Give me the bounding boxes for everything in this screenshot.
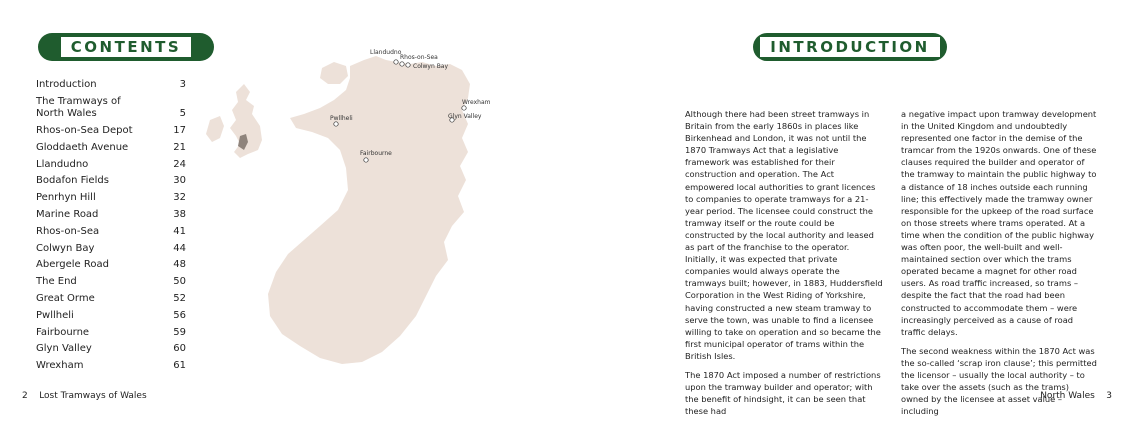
introduction-banner: [753, 33, 947, 61]
toc-entry: [36, 125, 186, 138]
text-column-right: [901, 108, 1099, 424]
label-wrexham: Wrexham: [462, 99, 491, 106]
toc-entry: [36, 226, 186, 239]
anglesey: [320, 62, 348, 84]
toc-entry-title: Colwyn Bay: [36, 242, 95, 254]
toc-entry: [36, 259, 186, 272]
toc-entry-title: Wrexham: [36, 360, 84, 372]
toc-entry: [36, 175, 186, 188]
label-fairbourne: Fairbourne: [360, 150, 392, 157]
toc-entry-page: 5: [179, 108, 186, 120]
toc-entry: [36, 243, 186, 256]
toc-entry-title: Llandudno: [36, 158, 89, 170]
toc-entry-page: 3: [179, 79, 186, 90]
introduction-banner-title: INTRODUCTION: [760, 37, 939, 57]
paragraph: a negative impact upon tramway development in the United Kingdom and undoubtedly represented one factor in the demise of the tramcar from the 1920s onwards. One of these clauses required the builder and operator of the tramway to maintain the public highway to a distance of 18 inches outside each running line; this effectively made the tramway owner responsible for the upkeep of the road surface on those streets where trams operated. At a time when the condition of the public highway was often poor, the well-built and well-maintained section over which the trams operated became a magnet for other road users. As road traffic increased, so trams – despite the fact that the road had been constructed to accommodate them – were increasingly perceived as a cause of road traffic delays.: [901, 109, 1097, 337]
right-footer: [1040, 391, 1112, 401]
toc-entry-page: 56: [173, 309, 186, 321]
toc-entry-title: Glyn Valley: [36, 343, 92, 355]
toc-entry-page: 60: [173, 343, 186, 355]
label-glyn-valley: Glyn Valley: [448, 113, 482, 120]
toc-entry-title: Rhos-on-Sea Depot: [36, 125, 133, 137]
table-of-contents: [36, 79, 186, 377]
toc-entry-page: 30: [173, 175, 186, 187]
toc-entry-page: 41: [173, 225, 186, 237]
toc-entry: [36, 360, 186, 373]
toc-entry-page: 32: [173, 192, 186, 204]
toc-entry-page: 48: [173, 259, 186, 271]
left-footer-title: Lost Tramways of Wales: [39, 391, 147, 401]
toc-entry-page: 52: [173, 293, 186, 305]
toc-entry-title: Abergele Road: [36, 259, 109, 271]
toc-entry-title: The Tramways of North Wales: [36, 95, 121, 120]
label-colwyn-bay: Colwyn Bay: [413, 63, 449, 70]
north-wales-land: [268, 56, 470, 364]
left-footer: [22, 391, 147, 401]
toc-entry-title: Rhos-on-Sea: [36, 225, 100, 237]
right-page-number: 3: [1106, 391, 1112, 401]
toc-entry: [36, 293, 186, 306]
toc-entry-title: Bodafon Fields: [36, 175, 109, 187]
right-footer-title: North Wales: [1040, 391, 1095, 401]
toc-entry: [36, 96, 186, 121]
toc-entry: [36, 159, 186, 172]
ireland-inset: [206, 116, 224, 142]
label-pwllheli: Pwllheli: [330, 115, 353, 122]
toc-entry-page: 38: [173, 209, 186, 221]
toc-entry: [36, 276, 186, 289]
marker-colwyn-bay: [406, 63, 449, 70]
body-columns: [685, 108, 1099, 424]
paragraph: The second weakness within the 1870 Act was the so-called ‘scrap iron clause’; this permitted the licensor – usually the local authority – to take over the assets (such as the trams) owned by the licensee at asset value – including: [901, 345, 1097, 417]
north-wales-map: [200, 40, 500, 370]
toc-entry: [36, 79, 186, 92]
toc-entry: [36, 343, 186, 356]
label-rhos-on-sea: Rhos-on-Sea: [400, 54, 438, 61]
contents-banner-title: CONTENTS: [61, 37, 191, 57]
marker-wrexham: [462, 99, 491, 110]
toc-entry: [36, 209, 186, 222]
toc-entry: [36, 142, 186, 155]
paragraph: The 1870 Act imposed a number of restrictions upon the tramway builder and operator; with the benefit of hindsight, it can be seen that these had: [685, 369, 881, 417]
toc-entry-page: 17: [173, 125, 186, 137]
toc-entry-page: 44: [173, 242, 186, 254]
great-britain-inset: [230, 84, 262, 158]
toc-entry: [36, 192, 186, 205]
toc-entry-title: Pwllheli: [36, 309, 74, 321]
contents-banner: [38, 33, 214, 61]
toc-entry-title: Fairbourne: [36, 326, 90, 338]
toc-entry-title: Marine Road: [36, 209, 99, 221]
toc-entry-page: 24: [173, 158, 186, 170]
toc-entry-title: The End: [36, 276, 77, 288]
text-column-left: [685, 108, 883, 424]
location-map: [200, 40, 500, 370]
toc-entry-page: 21: [173, 141, 186, 153]
right-page: [567, 0, 1134, 425]
toc-entry-title: Penrhyn Hill: [36, 192, 96, 204]
paragraph: Although there had been street tramways in Britain from the early 1860s in places like Birkenhead and London, it was not until the 1870 Tramways Act that a legislative framework was established for their construction and operation. The Act empowered local authorities to grant licences to companies to operate tramways for a 21-year period. The licensee could construct the tramway itself or the route could be constructed by the local authority and leased as part of the franchise to the operator. Initially, it was expected that private companies would always operate the tramways built; however, in 1883, Huddersfield Corporation in the West Riding of Yorkshire, having constructed a new steam tramway to serve the town, was unable to find a licensee willing to take on operation and so became the first municipal operator of trams within the British Isles.: [685, 109, 883, 361]
toc-entry-page: 59: [173, 326, 186, 338]
toc-entry-title: Great Orme: [36, 293, 95, 305]
toc-entry-page: 61: [173, 360, 186, 372]
toc-entry-title: Introduction: [36, 79, 97, 90]
label-llandudno: Llandudno: [370, 49, 402, 56]
toc-entry-title: Gloddaeth Avenue: [36, 141, 129, 153]
left-page-number: 2: [22, 391, 28, 401]
toc-entry-page: 50: [173, 276, 186, 288]
toc-entry: [36, 327, 186, 340]
toc-entry: [36, 310, 186, 323]
